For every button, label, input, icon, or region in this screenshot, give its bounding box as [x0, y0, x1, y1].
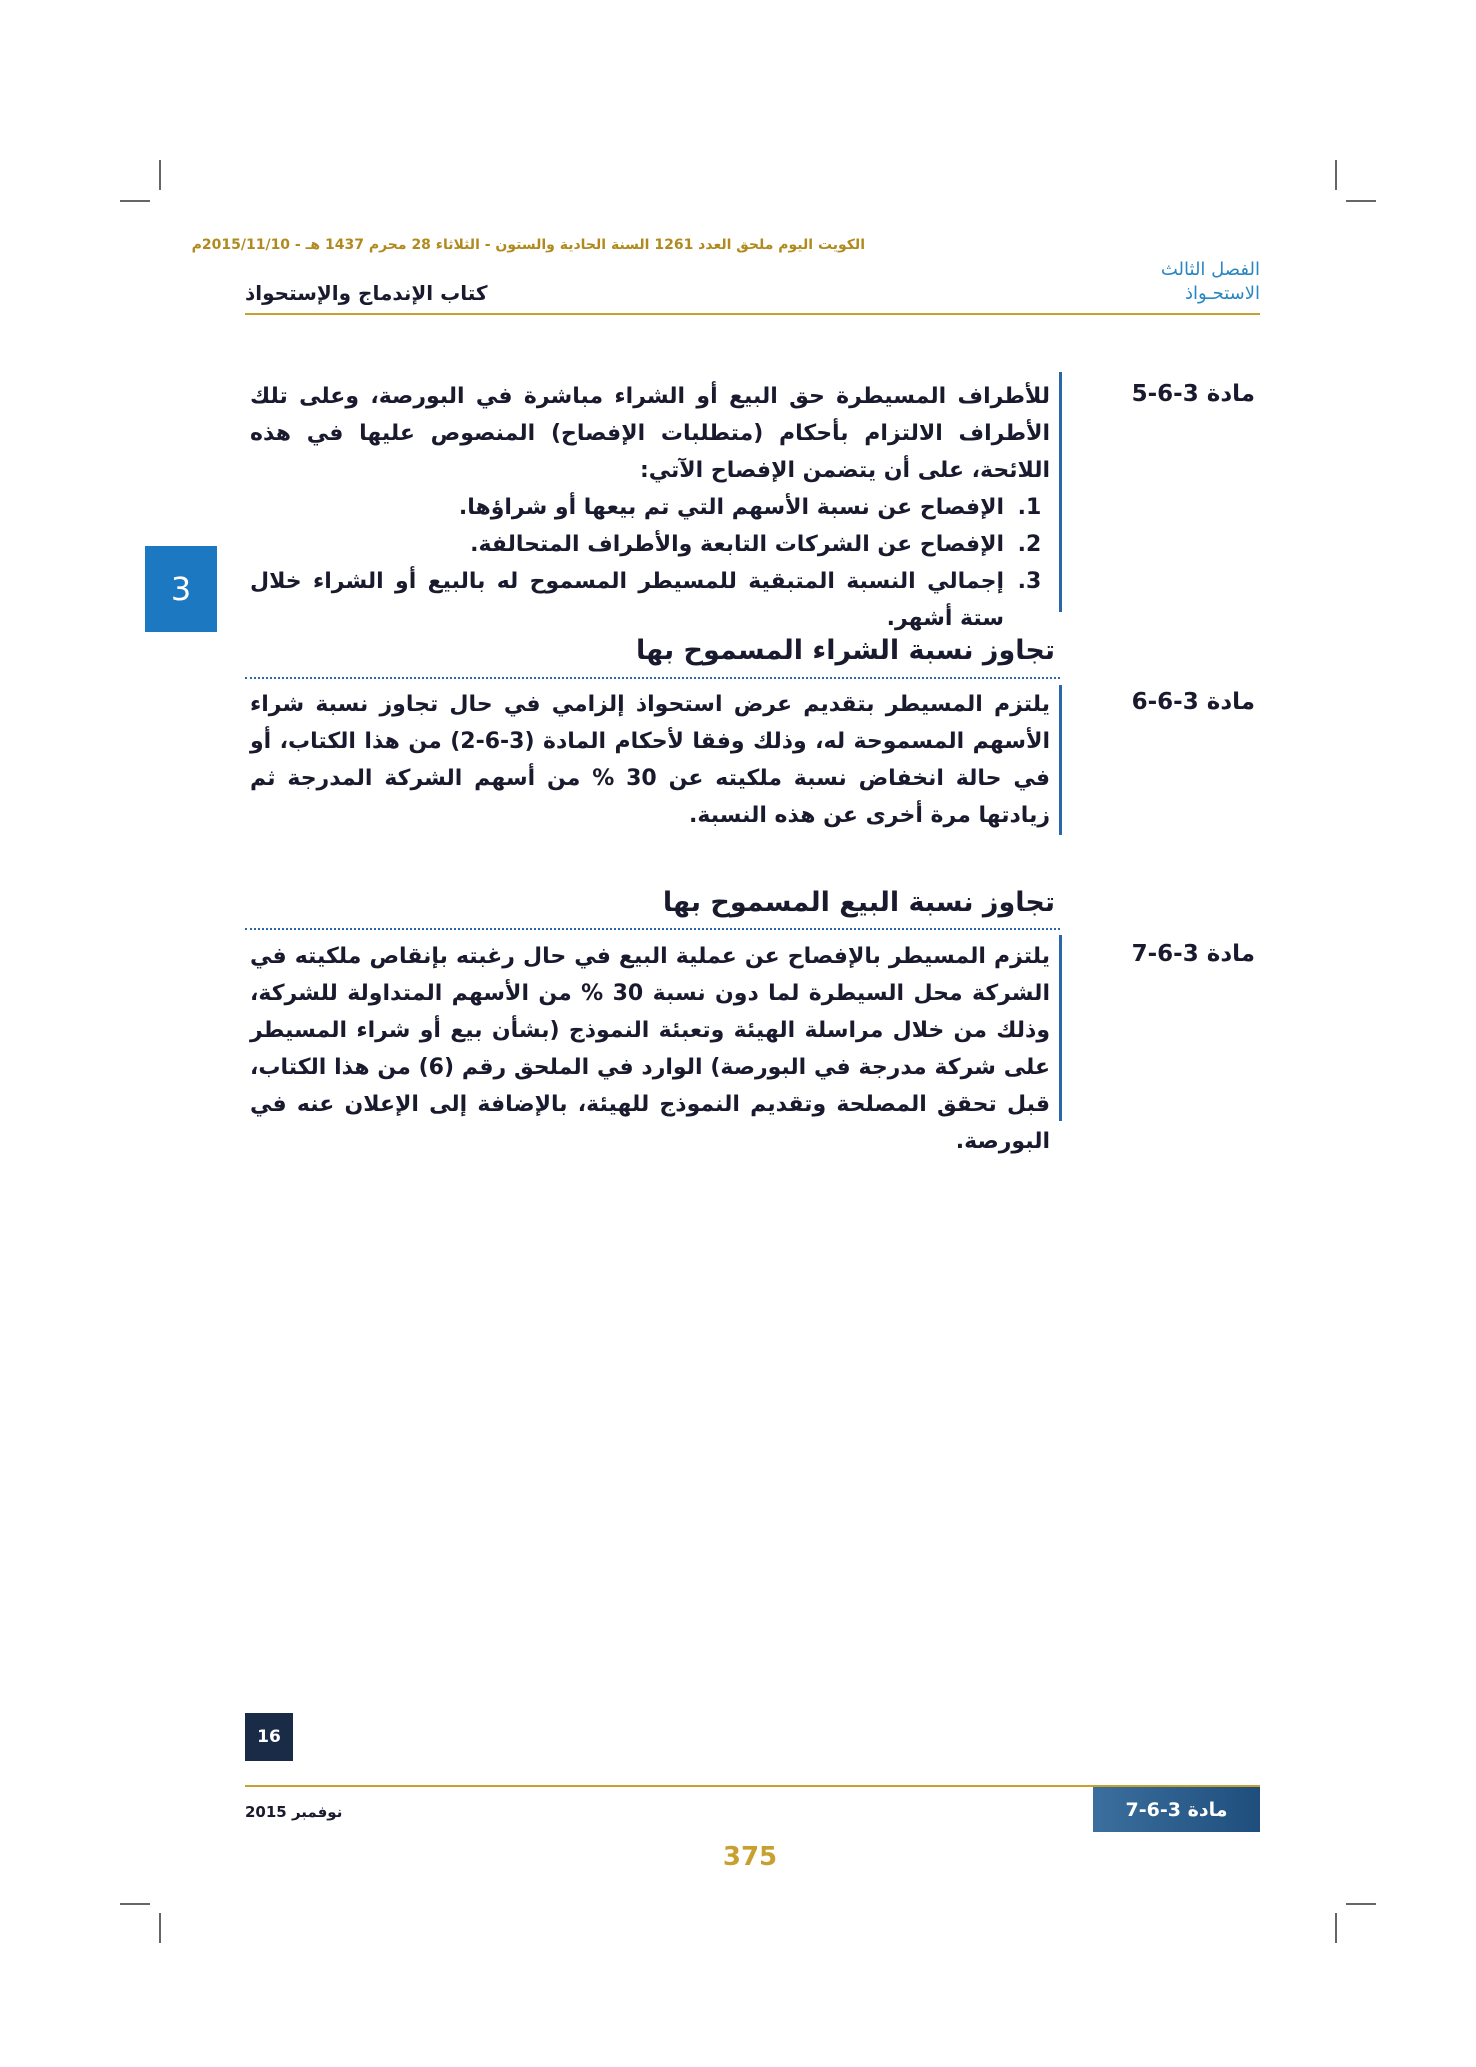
article-body: يلتزم المسيطر بتقديم عرض استحواذ إلزامي في حال تجاوز نسبة شراء الأسهم المسموحة له، وذلك وفقا لأحكام المادة (3-6-2) من هذا الكتاب، أو في حالة انخفاض نسبة ملكيته عن 30 % من أسهم الشركة المدرجة ثم زيادتها مرة أخرى عن هذه النسبة.	[250, 692, 1050, 828]
crop-mark	[159, 1913, 161, 1943]
book-title: كتاب الإندماج والإستحواذ	[245, 281, 488, 305]
list-item: 3. إجمالي النسبة المتبقية للمسيطر المسموح له بالبيع أو الشراء خلال ستة أشهر.	[250, 563, 1010, 637]
chapter-tab: 3	[145, 546, 217, 632]
page-number: 16	[245, 1713, 293, 1761]
content-rule	[1059, 935, 1062, 1121]
article-label: مادة 3-6-5	[1131, 381, 1255, 407]
crop-mark	[1335, 1913, 1337, 1943]
header-rule	[245, 313, 1260, 315]
content-rule	[1059, 372, 1062, 612]
section-divider	[245, 677, 1060, 679]
article-label: مادة 3-6-7	[1131, 941, 1255, 967]
chapter-subtitle: الاستحـواذ	[1185, 283, 1260, 304]
crop-mark	[1335, 160, 1337, 190]
article-body	[250, 378, 1050, 637]
folio-number: 375	[722, 1842, 778, 1872]
disclosure-list	[250, 489, 1050, 637]
crop-mark	[120, 200, 150, 202]
article-label: مادة 3-6-6	[1131, 689, 1255, 715]
section-heading: تجاوز نسبة البيع المسموح بها	[662, 887, 1055, 918]
article-body: يلتزم المسيطر بالإفصاح عن عملية البيع في حال رغبته بإنقاص ملكيته في الشركة محل السيطرة لما دون نسبة 30 % من الأسهم المتداولة للشركة، وذلك من خلال مراسلة الهيئة وتعبئة النموذج (بشأن بيع أو شراء المسيطر على شركة مدرجة في البورصة) الوارد في الملحق رقم (6) من هذا الكتاب، قبل تحقق المصلحة وتقديم النموذج للهيئة، بالإضافة إلى الإعلان عنه في البورصة.	[250, 944, 1050, 1154]
crop-mark	[159, 160, 161, 190]
content-rule	[1059, 685, 1062, 835]
section-divider	[245, 928, 1060, 930]
list-item: 2. الإفصاح عن الشركات التابعة والأطراف المتحالفة.	[250, 526, 1010, 563]
footer-date: نوفمبر 2015	[245, 1803, 343, 1821]
section-heading: تجاوز نسبة الشراء المسموح بها	[636, 635, 1055, 666]
footer-article-tab: مادة 3-6-7	[1093, 1787, 1260, 1832]
crop-mark	[1346, 1903, 1376, 1905]
chapter-heading	[1040, 258, 1260, 306]
gazette-line: الكويت اليوم ملحق العدد 1261 السنة الحادية والستون - الثلاثاء 28 محرم 1437 هـ - 2015/11/10م	[191, 237, 865, 253]
crop-mark	[120, 1903, 150, 1905]
list-item: 1. الإفصاح عن نسبة الأسهم التي تم بيعها أو شراؤها.	[250, 489, 1010, 526]
chapter-title: الفصل الثالث	[1160, 259, 1260, 280]
article-intro: للأطراف المسيطرة حق البيع أو الشراء مباشرة في البورصة، وعلى تلك الأطراف الالتزام بأحكام (متطلبات الإفصاح) المنصوص عليها في هذه اللائحة، على أن يتضمن الإفصاح الآتي:	[250, 384, 1050, 483]
crop-mark	[1346, 200, 1376, 202]
